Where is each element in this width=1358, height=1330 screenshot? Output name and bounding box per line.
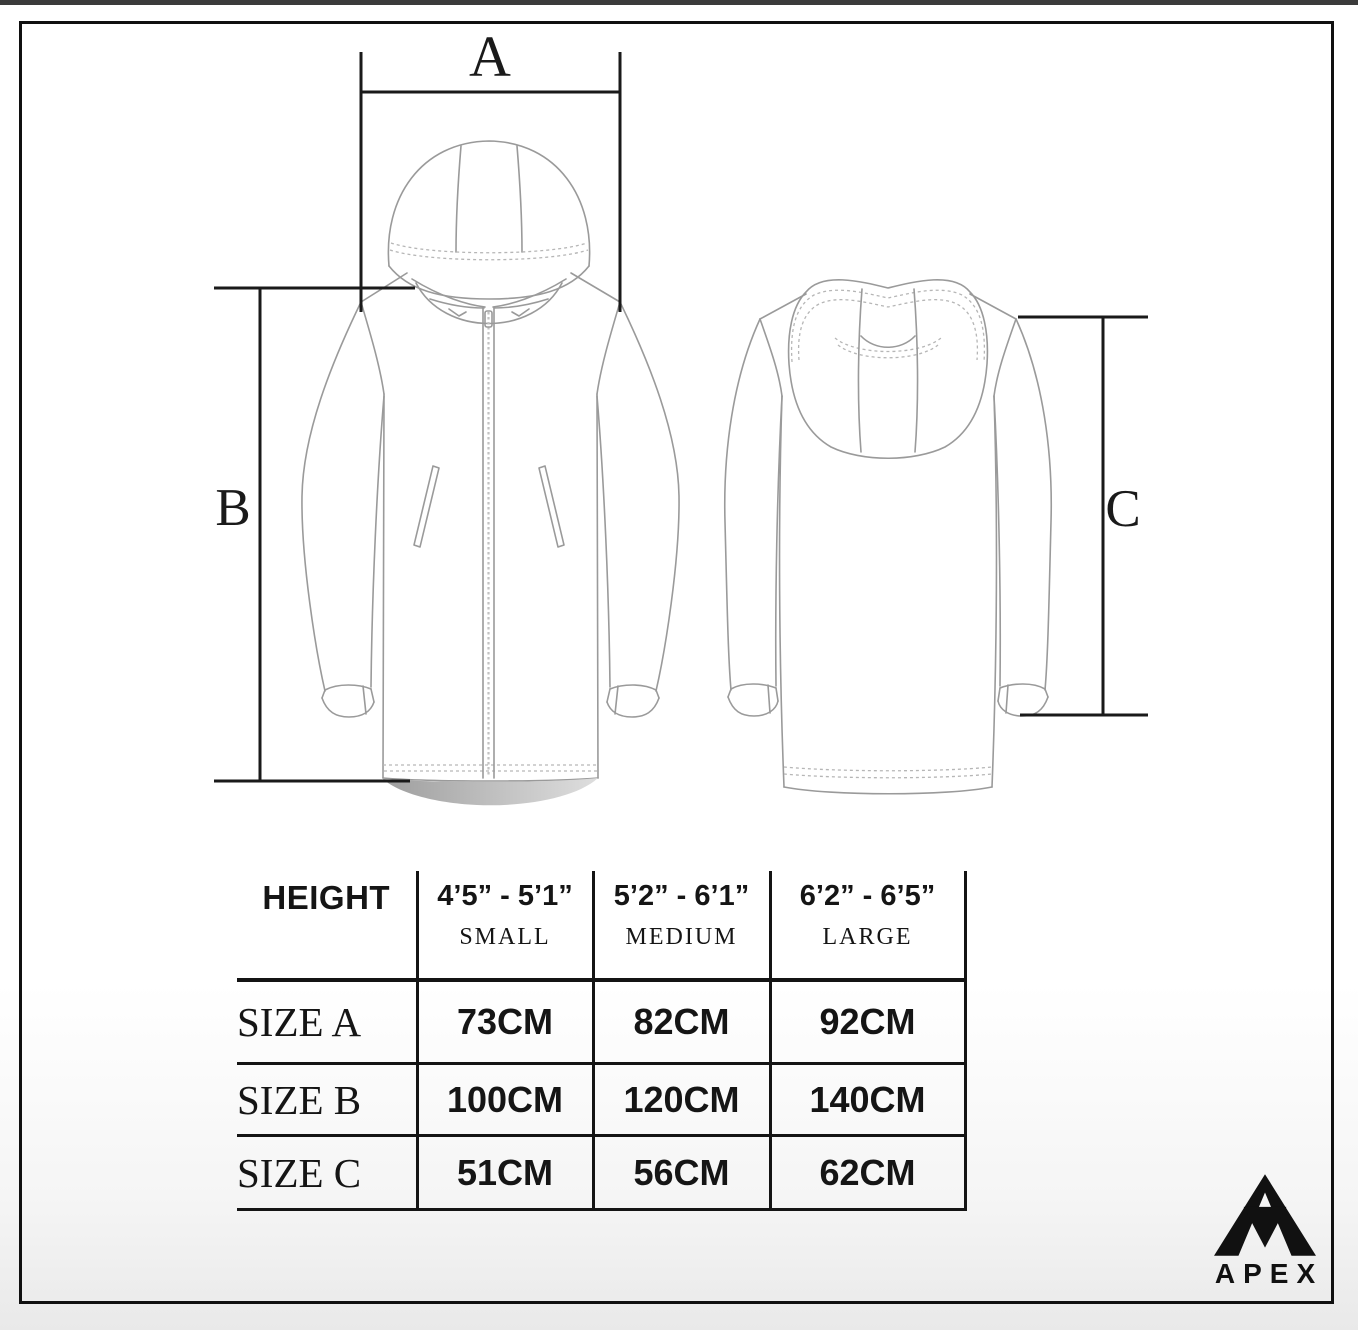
brand-logo — [1188, 1174, 1342, 1290]
dim-label-a: A — [469, 24, 511, 89]
cell-size-c-medium: 56CM — [593, 1136, 770, 1210]
height-range-medium: 5’2” - 6’1” — [613, 880, 750, 912]
row-label-size-c: SIZE C — [237, 1136, 417, 1210]
table-row-size-b — [237, 1064, 965, 1136]
header-cell-large — [770, 871, 965, 980]
cell-size-b-medium: 120CM — [593, 1064, 770, 1136]
apex-logo-icon — [1214, 1174, 1316, 1256]
cell-size-b-large: 140CM — [770, 1064, 965, 1136]
cell-size-a-large: 92CM — [770, 980, 965, 1064]
size-name-small: SMALL — [459, 924, 551, 950]
cell-size-a-small: 73CM — [417, 980, 593, 1064]
row-label-size-a: SIZE A — [237, 980, 417, 1064]
header-cell-small — [417, 871, 593, 980]
dim-label-c: C — [1105, 480, 1141, 538]
size-table — [237, 871, 967, 1211]
height-range-large: 6’2” - 6’5” — [799, 880, 936, 912]
cell-size-c-small: 51CM — [417, 1136, 593, 1210]
dim-label-b: B — [215, 479, 251, 537]
brand-name: APEX — [1214, 1258, 1324, 1289]
height-label: HEIGHT — [262, 879, 391, 916]
size-table-header-row — [237, 871, 965, 980]
row-label-size-b: SIZE B — [237, 1064, 417, 1136]
right-pocket — [539, 466, 564, 547]
cell-size-c-large: 62CM — [770, 1136, 965, 1210]
back-view-sketch — [725, 280, 1051, 794]
size-name-large: LARGE — [822, 924, 913, 950]
header-cell-medium — [593, 871, 770, 980]
left-pocket — [414, 466, 439, 547]
dimension-lines — [214, 52, 1148, 781]
hem-shadow — [383, 778, 598, 805]
front-view-sketch — [302, 141, 679, 805]
header-cell-height — [237, 871, 417, 980]
size-name-medium: MEDIUM — [625, 924, 738, 950]
cell-size-a-medium: 82CM — [593, 980, 770, 1064]
height-range-small: 4’5” - 5’1” — [437, 880, 573, 912]
cell-size-b-small: 100CM — [417, 1064, 593, 1136]
table-row-size-c — [237, 1136, 965, 1210]
table-row-size-a — [237, 980, 965, 1064]
